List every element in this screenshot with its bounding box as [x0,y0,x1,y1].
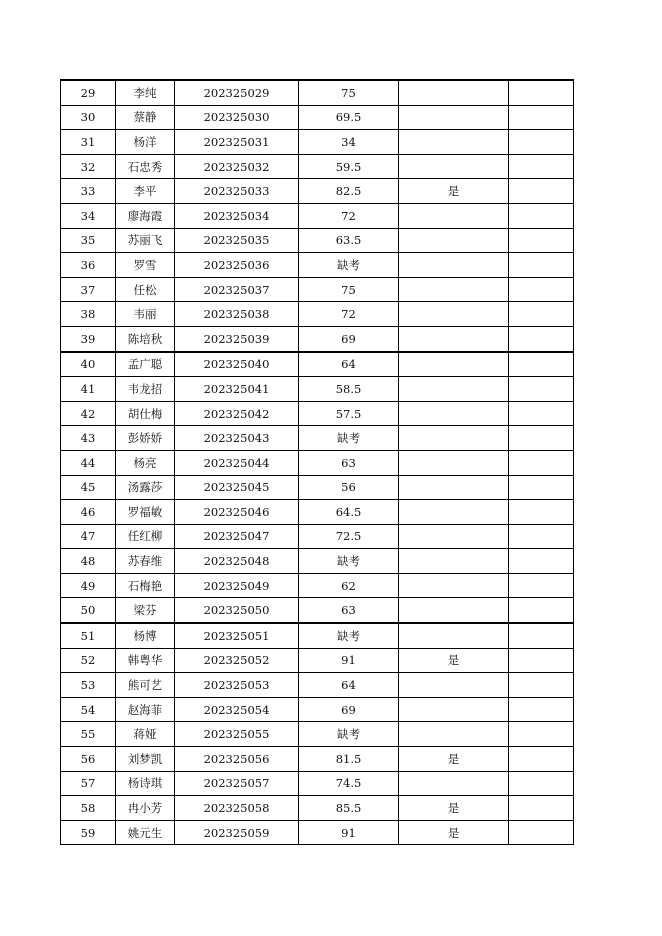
row-number-cell: 59 [61,820,116,845]
row-number-cell: 49 [61,573,116,598]
remarks-cell [509,326,574,351]
row-number-cell: 41 [61,377,116,402]
table-row [61,549,574,574]
student-id-cell: 202325037 [175,277,299,302]
student-id-cell: 202325038 [175,302,299,327]
table-row [61,573,574,598]
table-row [61,228,574,253]
score-cell: 缺考 [299,549,399,574]
score-cell: 64.5 [299,500,399,525]
student-id-cell: 202325031 [175,130,299,155]
student-id-cell: 202325048 [175,549,299,574]
row-number-cell: 53 [61,673,116,698]
row-number-cell: 34 [61,203,116,228]
student-id-cell: 202325046 [175,500,299,525]
student-id-cell: 202325051 [175,623,299,648]
qualified-flag-cell [399,105,509,130]
qualified-flag-cell: 是 [399,648,509,673]
row-number-cell: 32 [61,154,116,179]
score-cell: 63 [299,598,399,623]
student-id-cell: 202325045 [175,475,299,500]
remarks-cell [509,228,574,253]
score-sheet [60,79,573,845]
remarks-cell [509,130,574,155]
row-number-cell: 51 [61,623,116,648]
student-id-cell: 202325033 [175,179,299,204]
qualified-flag-cell: 是 [399,796,509,821]
row-number-cell: 48 [61,549,116,574]
qualified-flag-cell [399,623,509,648]
row-number-cell: 39 [61,326,116,351]
student-name-cell: 石忠秀 [116,154,175,179]
table-row [61,154,574,179]
student-name-cell: 李纯 [116,80,175,105]
row-number-cell: 40 [61,352,116,377]
score-cell: 63 [299,450,399,475]
remarks-cell [509,796,574,821]
score-cell: 57.5 [299,401,399,426]
table-row [61,722,574,747]
row-number-cell: 33 [61,179,116,204]
qualified-flag-cell: 是 [399,820,509,845]
student-name-cell: 任红柳 [116,524,175,549]
student-name-cell: 韩粤华 [116,648,175,673]
score-cell: 58.5 [299,377,399,402]
remarks-cell [509,747,574,772]
table-row [61,426,574,451]
student-id-cell: 202325035 [175,228,299,253]
table-row [61,377,574,402]
student-id-cell: 202325059 [175,820,299,845]
remarks-cell [509,277,574,302]
table-row [61,648,574,673]
qualified-flag-cell [399,549,509,574]
student-id-cell: 202325032 [175,154,299,179]
row-number-cell: 50 [61,598,116,623]
score-cell: 75 [299,277,399,302]
score-cell: 69 [299,326,399,351]
remarks-cell [509,302,574,327]
remarks-cell [509,549,574,574]
remarks-cell [509,475,574,500]
qualified-flag-cell [399,326,509,351]
row-number-cell: 30 [61,105,116,130]
qualified-flag-cell [399,722,509,747]
student-id-cell: 202325044 [175,450,299,475]
qualified-flag-cell [399,697,509,722]
student-name-cell: 韦龙招 [116,377,175,402]
score-cell: 91 [299,820,399,845]
student-id-cell: 202325042 [175,401,299,426]
remarks-cell [509,697,574,722]
score-cell: 74.5 [299,771,399,796]
remarks-cell [509,524,574,549]
score-cell: 63.5 [299,228,399,253]
student-name-cell: 韦丽 [116,302,175,327]
student-name-cell: 罗福敏 [116,500,175,525]
row-number-cell: 58 [61,796,116,821]
row-number-cell: 42 [61,401,116,426]
student-name-cell: 梁芬 [116,598,175,623]
student-name-cell: 杨博 [116,623,175,648]
student-name-cell: 蔡静 [116,105,175,130]
score-cell: 缺考 [299,426,399,451]
score-cell: 64 [299,352,399,377]
student-name-cell: 杨诗琪 [116,771,175,796]
remarks-cell [509,80,574,105]
remarks-cell [509,179,574,204]
student-name-cell: 蒋娅 [116,722,175,747]
remarks-cell [509,154,574,179]
student-name-cell: 杨洋 [116,130,175,155]
qualified-flag-cell [399,524,509,549]
remarks-cell [509,598,574,623]
table-row [61,697,574,722]
remarks-cell [509,450,574,475]
row-number-cell: 31 [61,130,116,155]
qualified-flag-cell [399,573,509,598]
qualified-flag-cell [399,277,509,302]
row-number-cell: 29 [61,80,116,105]
table-row [61,253,574,278]
remarks-cell [509,105,574,130]
qualified-flag-cell [399,130,509,155]
student-name-cell: 孟广聪 [116,352,175,377]
score-cell: 缺考 [299,253,399,278]
table-row [61,796,574,821]
row-number-cell: 56 [61,747,116,772]
student-name-cell: 苏春维 [116,549,175,574]
student-id-cell: 202325036 [175,253,299,278]
student-id-cell: 202325052 [175,648,299,673]
student-name-cell: 姚元生 [116,820,175,845]
student-id-cell: 202325047 [175,524,299,549]
score-cell: 59.5 [299,154,399,179]
remarks-cell [509,771,574,796]
student-id-cell: 202325056 [175,747,299,772]
remarks-cell [509,648,574,673]
table-row [61,105,574,130]
student-name-cell: 赵海菲 [116,697,175,722]
score-cell: 64 [299,673,399,698]
qualified-flag-cell [399,228,509,253]
row-number-cell: 52 [61,648,116,673]
qualified-flag-cell [399,352,509,377]
remarks-cell [509,623,574,648]
score-cell: 75 [299,80,399,105]
student-name-cell: 任松 [116,277,175,302]
remarks-cell [509,253,574,278]
score-cell: 69.5 [299,105,399,130]
remarks-cell [509,500,574,525]
table-row [61,673,574,698]
remarks-cell [509,722,574,747]
score-cell: 72 [299,203,399,228]
table-row [61,401,574,426]
student-name-cell: 熊可艺 [116,673,175,698]
student-name-cell: 廖海霞 [116,203,175,228]
student-name-cell: 胡仕梅 [116,401,175,426]
row-number-cell: 47 [61,524,116,549]
remarks-cell [509,203,574,228]
row-number-cell: 45 [61,475,116,500]
student-id-cell: 202325055 [175,722,299,747]
qualified-flag-cell [399,253,509,278]
qualified-flag-cell: 是 [399,747,509,772]
student-name-cell: 刘梦凯 [116,747,175,772]
table-row [61,747,574,772]
qualified-flag-cell [399,475,509,500]
student-name-cell: 李平 [116,179,175,204]
qualified-flag-cell [399,771,509,796]
table-row [61,277,574,302]
student-id-cell: 202325030 [175,105,299,130]
score-cell: 69 [299,697,399,722]
score-cell: 82.5 [299,179,399,204]
qualified-flag-cell [399,203,509,228]
score-table-body [61,80,574,845]
score-table [60,79,574,845]
row-number-cell: 36 [61,253,116,278]
table-row [61,820,574,845]
score-cell: 72.5 [299,524,399,549]
remarks-cell [509,401,574,426]
student-id-cell: 202325054 [175,697,299,722]
row-number-cell: 44 [61,450,116,475]
student-id-cell: 202325053 [175,673,299,698]
qualified-flag-cell [399,450,509,475]
score-cell: 91 [299,648,399,673]
score-cell: 34 [299,130,399,155]
student-id-cell: 202325043 [175,426,299,451]
qualified-flag-cell [399,401,509,426]
row-number-cell: 35 [61,228,116,253]
table-row [61,598,574,623]
student-name-cell: 石梅艳 [116,573,175,598]
student-id-cell: 202325029 [175,80,299,105]
student-id-cell: 202325050 [175,598,299,623]
row-number-cell: 43 [61,426,116,451]
qualified-flag-cell [399,500,509,525]
table-row [61,450,574,475]
score-cell: 56 [299,475,399,500]
row-number-cell: 46 [61,500,116,525]
qualified-flag-cell [399,673,509,698]
student-name-cell: 冉小芳 [116,796,175,821]
qualified-flag-cell [399,598,509,623]
row-number-cell: 55 [61,722,116,747]
table-row [61,203,574,228]
row-number-cell: 38 [61,302,116,327]
table-row [61,80,574,105]
table-row [61,352,574,377]
row-number-cell: 54 [61,697,116,722]
student-id-cell: 202325039 [175,326,299,351]
table-row [61,623,574,648]
table-row [61,326,574,351]
score-cell: 缺考 [299,722,399,747]
student-id-cell: 202325041 [175,377,299,402]
student-name-cell: 汤露莎 [116,475,175,500]
remarks-cell [509,573,574,598]
qualified-flag-cell [399,302,509,327]
table-row [61,302,574,327]
remarks-cell [509,673,574,698]
student-id-cell: 202325058 [175,796,299,821]
student-id-cell: 202325034 [175,203,299,228]
student-name-cell: 罗雪 [116,253,175,278]
remarks-cell [509,820,574,845]
score-cell: 62 [299,573,399,598]
student-name-cell: 杨亮 [116,450,175,475]
remarks-cell [509,352,574,377]
table-row [61,524,574,549]
row-number-cell: 37 [61,277,116,302]
score-cell: 85.5 [299,796,399,821]
student-name-cell: 陈培秋 [116,326,175,351]
student-name-cell: 苏丽飞 [116,228,175,253]
qualified-flag-cell [399,80,509,105]
remarks-cell [509,426,574,451]
table-row [61,771,574,796]
table-row [61,500,574,525]
table-row [61,179,574,204]
table-row [61,130,574,155]
qualified-flag-cell [399,154,509,179]
table-row [61,475,574,500]
row-number-cell: 57 [61,771,116,796]
qualified-flag-cell: 是 [399,179,509,204]
qualified-flag-cell [399,426,509,451]
student-id-cell: 202325049 [175,573,299,598]
student-id-cell: 202325057 [175,771,299,796]
qualified-flag-cell [399,377,509,402]
student-name-cell: 彭娇娇 [116,426,175,451]
score-cell: 81.5 [299,747,399,772]
score-cell: 72 [299,302,399,327]
remarks-cell [509,377,574,402]
student-id-cell: 202325040 [175,352,299,377]
score-cell: 缺考 [299,623,399,648]
